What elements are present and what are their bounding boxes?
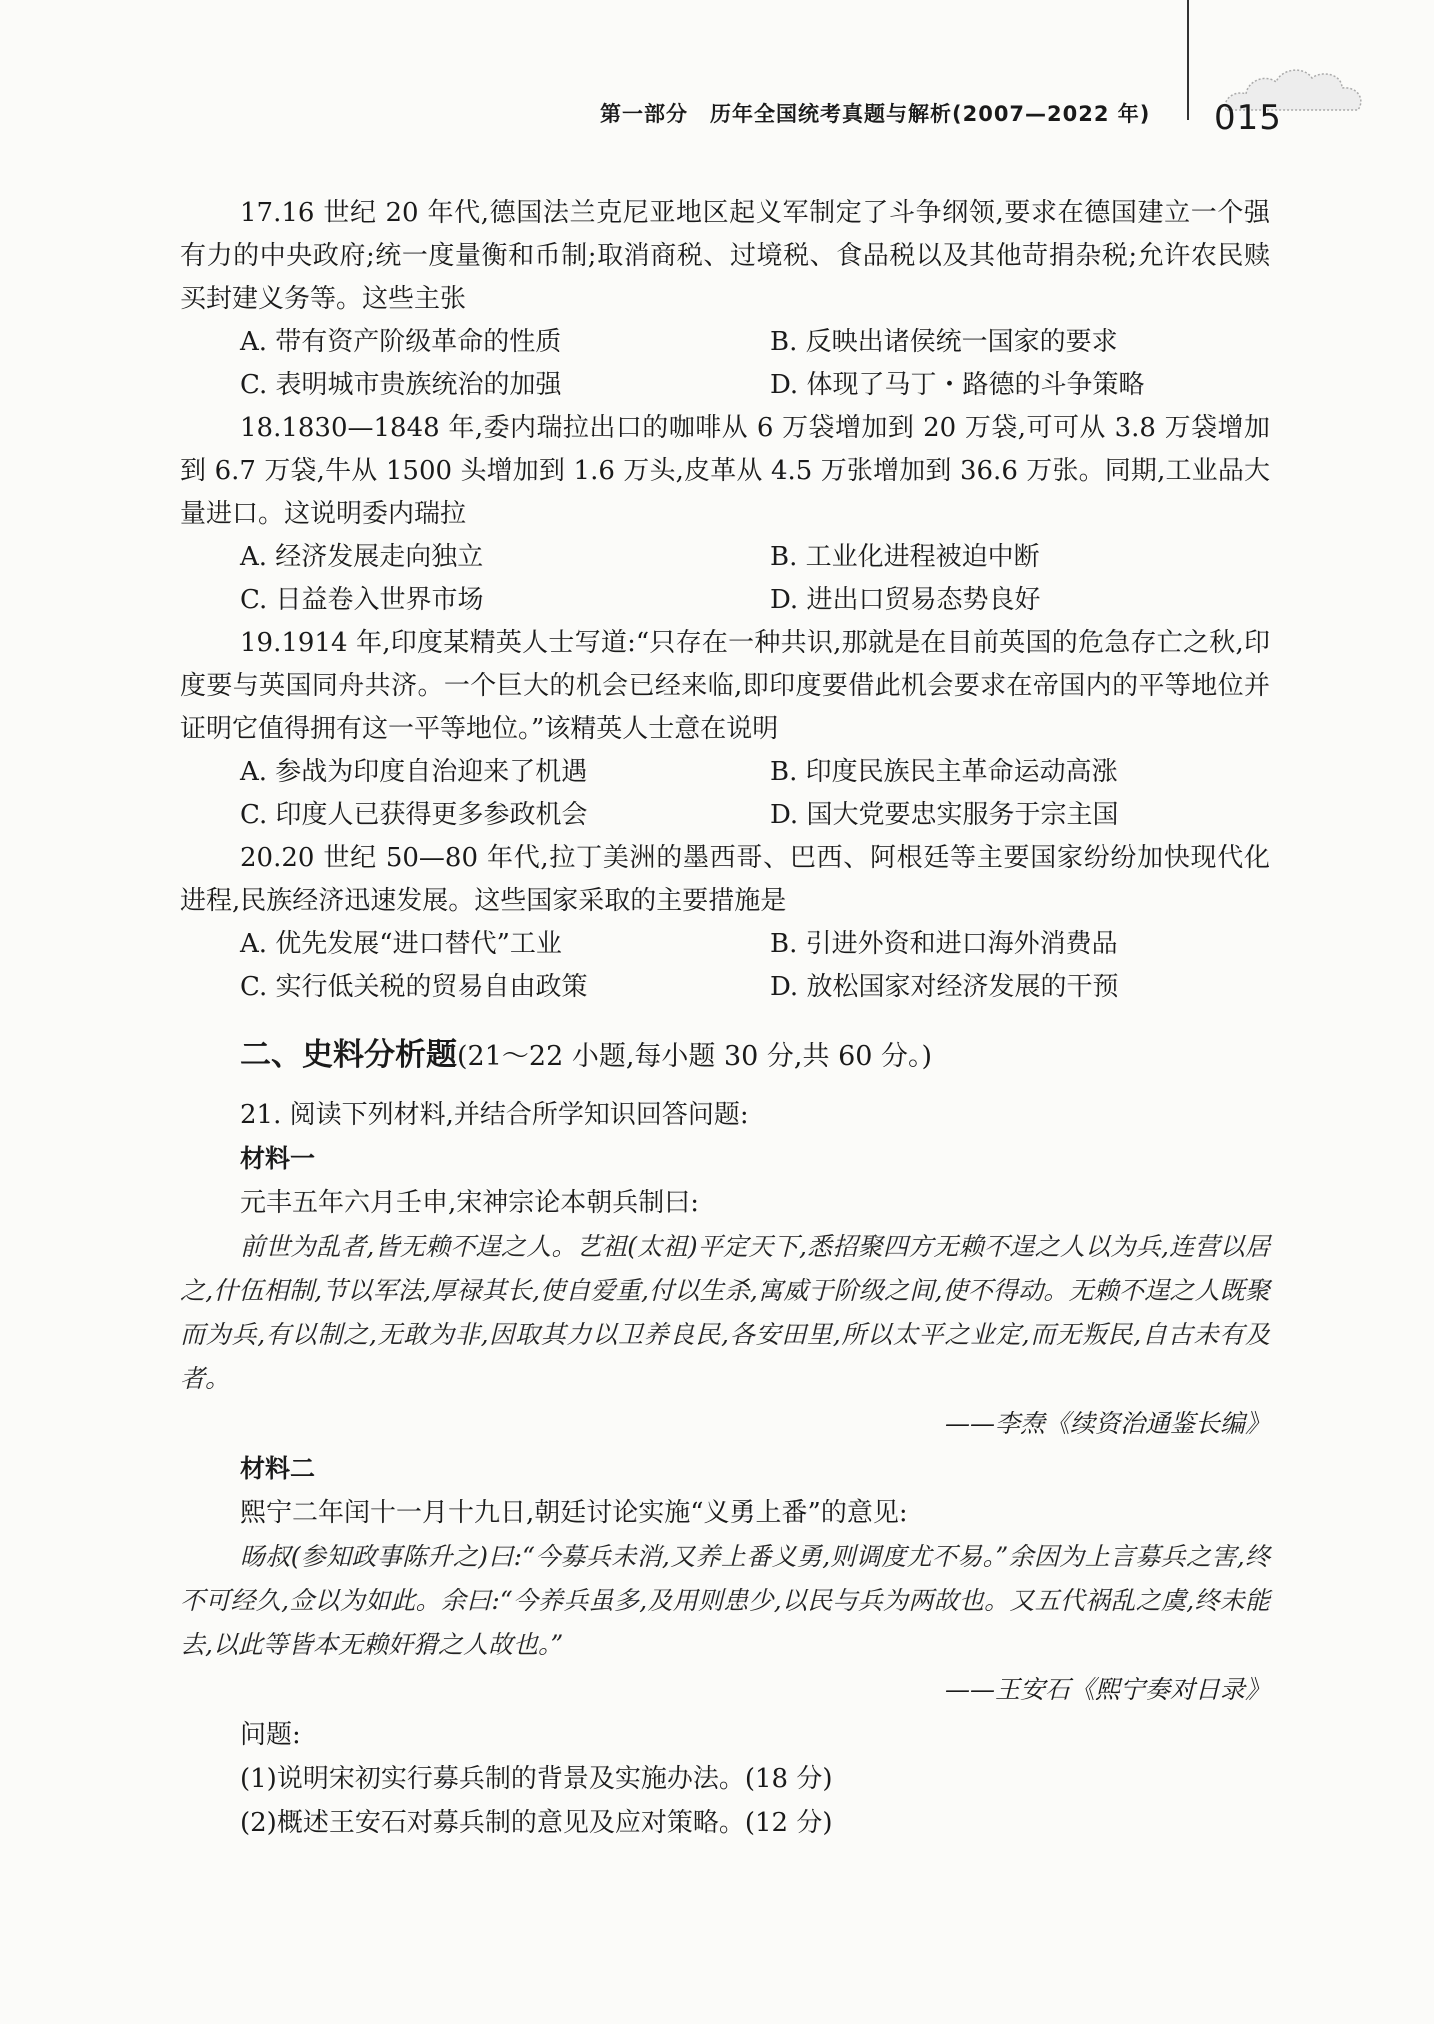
question-20-stem: 20.20 世纪 50—80 年代,拉丁美洲的墨西哥、巴西、阿根廷等主要国家纷纷加快现代化进程,民族经济迅速发展。这些国家采取的主要措施是 [180,843,1270,916]
option-a: A. 带有资产阶级革命的性质 [240,327,562,357]
option-a: A. 优先发展“进口替代”工业 [240,929,562,959]
material-1-label: 材料一 [240,1144,316,1173]
option-c: C. 表明城市贵族统治的加强 [240,370,562,400]
material-2-lead: 熙宁二年闰十一月十九日,朝廷讨论实施“义勇上番”的意见: [240,1498,908,1528]
option-a: A. 经济发展走向独立 [240,542,484,572]
question-item-2: (2)概述王安石对募兵制的意见及应对策略。(12 分) [240,1808,833,1838]
question-18-options-row1 [180,536,1270,579]
question-18-stem: 18.1830—1848 年,委内瑞拉出口的咖啡从 6 万袋增加到 20 万袋,可可从 3.8 万袋增加到 6.7 万袋,牛从 1500 头增加到 1.6 万头,皮革从 4.5 万张增加到 36.6 万张。同期,工业品大量进口。这说明委内瑞拉 [180,413,1270,529]
option-b: B. 工业化进程被迫中断 [770,542,1040,572]
option-c: C. 日益卷入世界市场 [240,585,484,615]
material-1-lead: 元丰五年六月壬申,宋神宗论本朝兵制曰: [240,1188,700,1218]
material-2-source: ——王安石《熙宁奏对日录》 [944,1675,1270,1704]
option-d: D. 体现了马丁・路德的斗争策略 [770,370,1145,400]
question-item-1: (1)说明宋初实行募兵制的背景及实施办法。(18 分) [240,1764,833,1794]
option-b: B. 印度民族民主革命运动高涨 [770,757,1118,787]
running-header: 第一部分 历年全国统考真题与解析(2007—2022 年) [600,102,1151,126]
question-17-stem: 17.16 世纪 20 年代,德国法兰克尼亚地区起义军制定了斗争纲领,要求在德国建立一个强有力的中央政府;统一度量衡和币制;取消商税、过境税、食品税以及其他苛捐杂税;允许农民赎买封建义务等。这些主张 [180,198,1270,314]
question-20-options-row2 [180,966,1270,1009]
option-d: D. 国大党要忠实服务于宗主国 [770,800,1119,830]
material-2-quote: 旸叔(参知政事陈升之)曰:“今募兵未消,又养上番义勇,则调度尤不易。”余因为上言募兵之害,终不可经久,佥以为如此。余曰:“今养兵虽多,及用则患少,以民与兵为两故也。又五代祸乱之虞,终未能去,以此等皆本无赖奸猾之人故也。” [180,1542,1270,1659]
option-d: D. 进出口贸易态势良好 [770,585,1041,615]
question-19-stem: 19.1914 年,印度某精英人士写道:“只存在一种共识,那就是在目前英国的危急存亡之秋,印度要与英国同舟共济。一个巨大的机会已经来临,即印度要借此机会要求在帝国内的平等地位并证明它值得拥有这一平等地位。”该精英人士意在说明 [180,628,1270,744]
section-title: 二、史料分析题 [240,1037,457,1073]
option-d: D. 放松国家对经济发展的干预 [770,972,1119,1002]
page-number: 015 [1214,98,1282,138]
question-19-options-row2 [180,794,1270,837]
question-19-options-row1 [180,751,1270,794]
question-label: 问题: [240,1720,301,1750]
page-content [180,192,1270,1845]
question-21-intro: 21. 阅读下列材料,并结合所学知识回答问题: [240,1100,749,1130]
option-c: C. 实行低关税的贸易自由政策 [240,972,588,1002]
option-b: B. 引进外资和进口海外消费品 [770,929,1118,959]
section-heading [240,1027,1270,1085]
header-divider [1187,0,1189,120]
question-20-options-row1 [180,923,1270,966]
material-1-quote: 前世为乱者,皆无赖不逞之人。艺祖(太祖)平定天下,悉招聚四方无赖不逞之人以为兵,连营以居之,什伍相制,节以军法,厚禄其长,使自爱重,付以生杀,寓威于阶级之间,使不得动。无赖不逞之人既聚而为兵,有以制之,无敢为非,因取其力以卫养良民,各安田里,所以太平之业定,而无叛民,自古未有及者。 [180,1232,1270,1393]
option-b: B. 反映出诸侯统一国家的要求 [770,327,1118,357]
question-18-options-row2 [180,579,1270,622]
option-a: A. 参战为印度自治迎来了机遇 [240,757,588,787]
material-2-label: 材料二 [240,1454,316,1483]
question-17-options-row1 [180,321,1270,364]
question-17-options-row2 [180,364,1270,407]
option-c: C. 印度人已获得更多参政机会 [240,800,588,830]
section-note: (21～22 小题,每小题 30 分,共 60 分。) [457,1041,933,1072]
material-1-source: ——李焘《续资治通鉴长编》 [944,1409,1270,1438]
